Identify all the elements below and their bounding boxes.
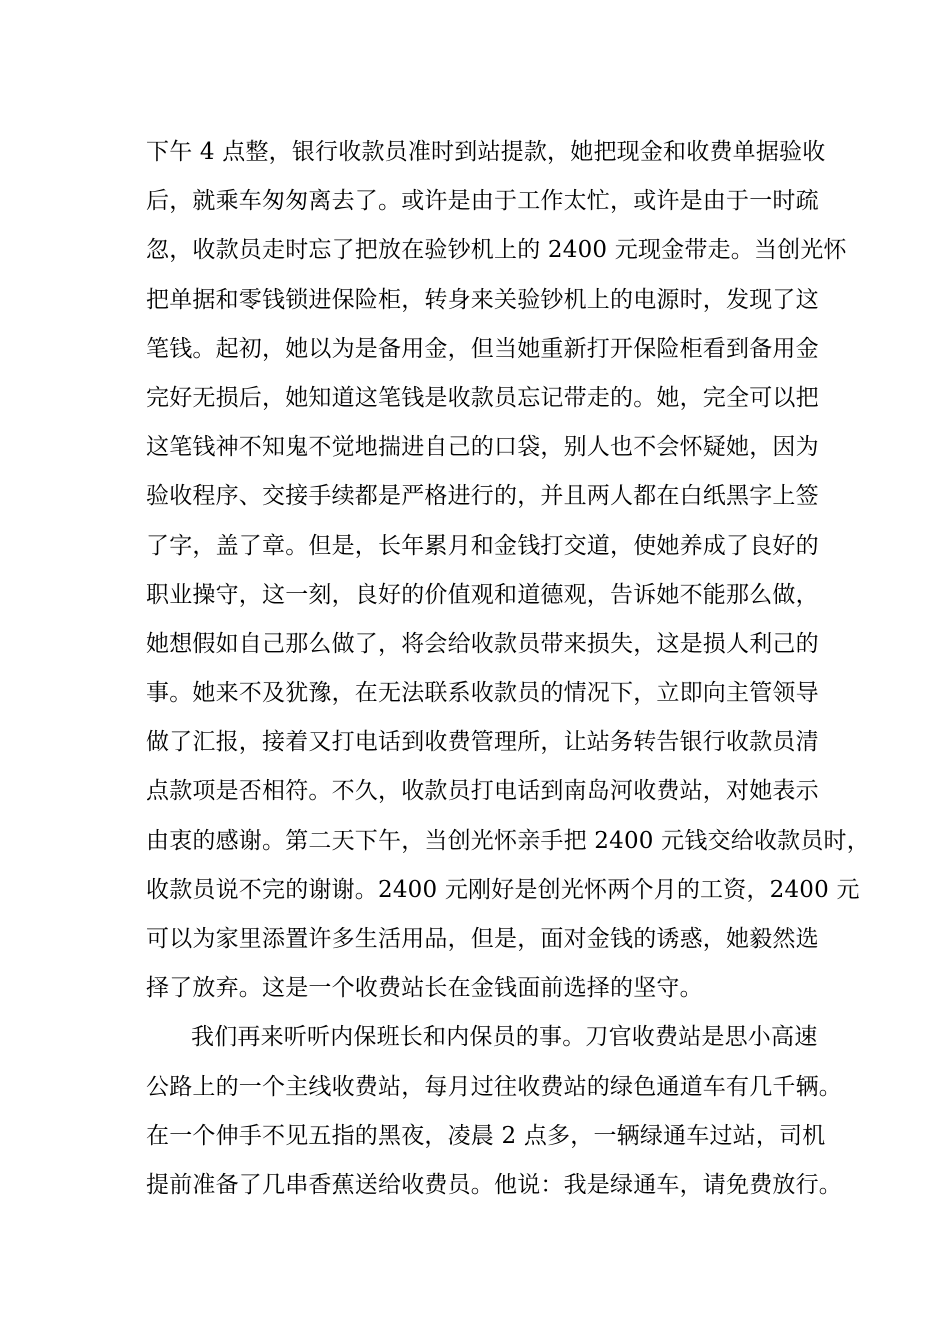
text-line: 收款员说不完的谢谢。2400 元刚好是创光怀两个月的工资，2400 元 [146,876,860,903]
text-line: 在一个伸手不见五指的黑夜，凌晨 2 点多，一辆绿通车过站，司机 [146,1122,826,1149]
text-line: 验收程序、交接手续都是严格进行的，并且两人都在白纸黑字上签 [146,483,819,510]
paragraph-2 [146,1013,846,1210]
text-line: 完好无损后，她知道这笔钱是收款员忘记带走的。她，完全可以把 [146,384,819,411]
text-line: 了字，盖了章。但是，长年累月和金钱打交道，使她养成了良好的 [146,532,819,559]
text-line: 公路上的一个主线收费站，每月过往收费站的绿色通道车有几千辆。 [146,1073,842,1100]
text-line: 下午 4 点整，银行收款员准时到站提款，她把现金和收费单据验收 [146,139,826,165]
text-line: 提前准备了几串香蕉送给收费员。他说：我是绿通车，请免费放行。 [146,1171,842,1198]
text-line: 笔钱。起初，她以为是备用金，但当她重新打开保险柜看到备用金 [146,335,819,362]
text-line: 职业操守，这一刻，良好的价值观和道德观，告诉她不能那么做， [146,581,819,608]
text-line: 可以为家里添置许多生活用品，但是，面对金钱的诱惑，她毅然选 [146,926,819,952]
text-line: 我们再来听听内保班长和内保员的事。刀官收费站是思小高速 [191,1024,818,1051]
text-line: 择了放弃。这是一个收费站长在金钱面前选择的坚守。 [146,975,703,1002]
text-line: 这笔钱神不知鬼不觉地揣进自己的口袋，别人也不会怀疑她，因为 [146,434,819,461]
text-line: 忽，收款员走时忘了把放在验钞机上的 2400 元现金带走。当创光怀 [146,237,847,264]
document-body [146,128,870,1210]
text-line: 她想假如自己那么做了，将会给收款员带来损失，这是损人利己的 [146,630,819,657]
text-line: 把单据和零钱锁进保险柜，转身来关验钞机上的电源时，发现了这 [146,286,819,313]
text-line: 后，就乘车匆匆离去了。或许是由于工作太忙，或许是由于一时疏 [146,188,819,215]
text-line: 由衷的感谢。第二天下午，当创光怀亲手把 2400 元钱交给收款员时， [146,827,870,854]
text-line: 事。她来不及犹豫，在无法联系收款员的情况下，立即向主管领导 [146,680,819,707]
paragraph-1 [146,128,870,1013]
text-line: 做了汇报，接着又打电话到收费管理所，让站务转告银行收款员清 [146,729,819,756]
text-line: 点款项是否相符。不久，收款员打电话到南岛河收费站，对她表示 [146,778,819,805]
